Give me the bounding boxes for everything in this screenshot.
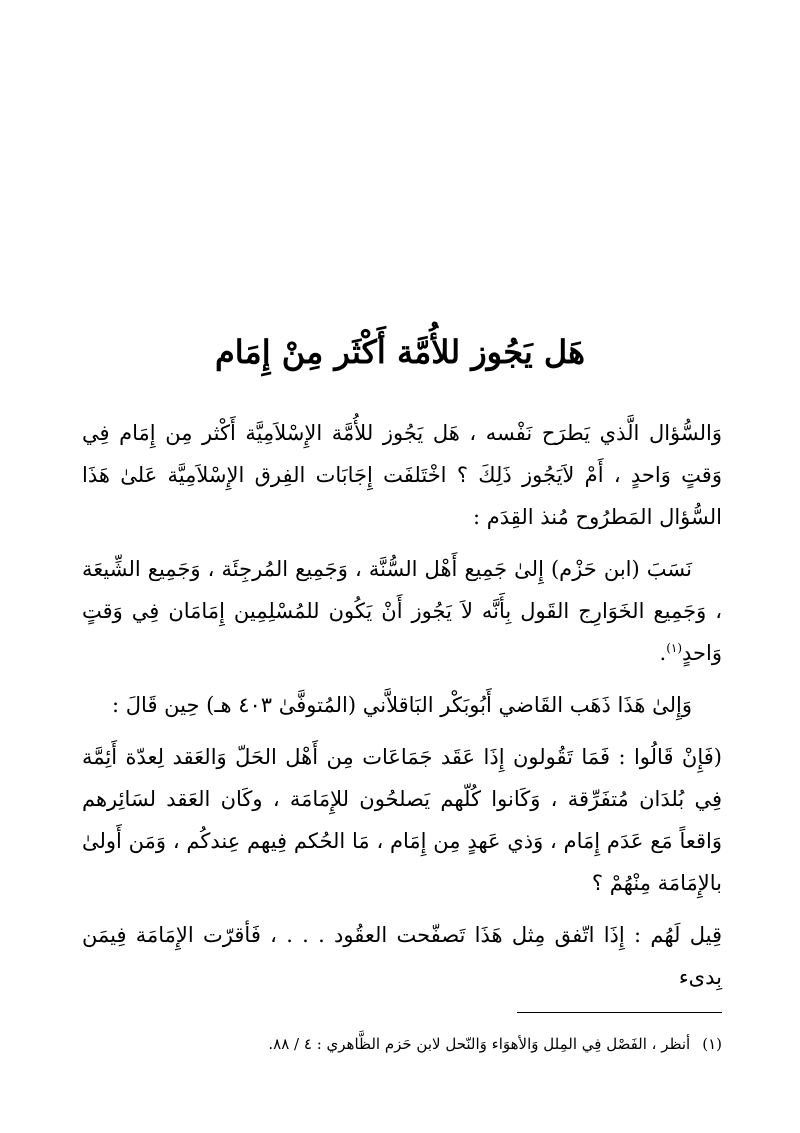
footnote-text: أنظر ، الفَصْل فِي المِلل وَالأهوَاء وَالنّحل لابن حَزم الظَّاهري : ٤ / ٨٨. (268, 1035, 691, 1053)
footnote-reference: (١) (666, 641, 683, 655)
paragraph-2 (82, 548, 722, 674)
footnote-divider (517, 1012, 722, 1013)
main-text (82, 412, 722, 1008)
paragraph-5: قِيل لَهُم : إِذَا اتّفق مِثل هَذَا تَصفّحت العقُود . . . ، فَأقرّت الإِمَامَة فِيمَن بِدىء (82, 923, 722, 989)
page-title: هَل يَجُوز للأُمَّة أَكْثَر مِنْ إِمَام (214, 333, 586, 371)
footnote-number: (١) (702, 1035, 722, 1053)
paragraph-3: وَإِلىٰ هَذَا ذَهَب القَاضي أَبُوبَكْر البَاقلاَّني (المُتوفَّىٰ ٤٠٣ هـ) حِين قَالَ : (112, 693, 692, 717)
paragraph-2-period: . (659, 641, 667, 665)
paragraph-2-text: نَسَبَ (ابن حَزْم) إِلىٰ جَمِيع أَهْل السُّنَّة ، وَجَمِيع المُرجِئَة ، وَجَمِيع الشِّيعَة ، وَجَمِيع الخَوَارِج القَول بِأَنَّه لاَ يَجُوز أَنْ يَكُون للمُسْلِمِين إِمَامَان فِي وَقتٍ وَاحدٍ (82, 557, 722, 665)
paragraph-4: (فَإِنْ قَالُوا : فَمَا تَقُولون إِذَا عَقَد جَمَاعَات مِن أَهْل الحَلّ وَالعَقد لِعدّة أَئِمَّة فِي بُلدَان مُتفَرِّقة ، وَكَانوا كُلّهم يَصلحُون للإِمَامَة ، وكَان العَقد لسَائِرهم وَاقعاً مَع عَدَم إِمَام ، وَذي عَهدٍ مِن إِمَام ، مَا الحُكم فِيهم عِندكُم ، وَمَن أَولىٰ بالإِمَامَة مِنْهُمْ ؟ (82, 745, 722, 895)
footnote (82, 1030, 722, 1058)
paragraph-1: وَالسُّؤال الَّذي يَطرَح نَفْسه ، هَل يَجُوز للأُمَّة الإِسْلاَمِيَّة أَكْثر مِن إِمَام فِي وَقتٍ وَاحدٍ ، أَمْ لاَيَجُوز ذَلِكَ ؟ اخْتَلفَت إِجَابَات الفِرق الإِسْلاَمِيَّة عَلىٰ هَذَا السُّؤال المَطرُوح مُنذ القِدَم : (82, 421, 722, 529)
